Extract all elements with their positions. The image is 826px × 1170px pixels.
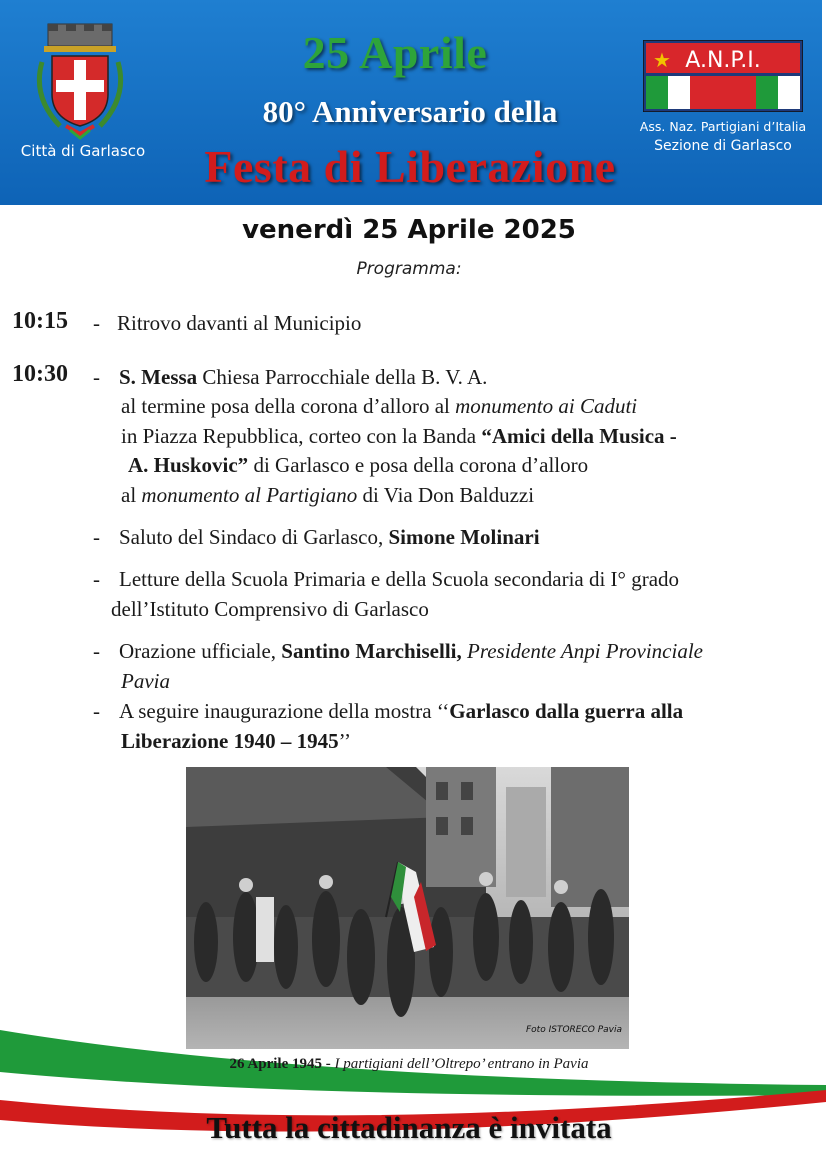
historic-photo xyxy=(186,767,629,1049)
item-orazione-line2: Pavia xyxy=(121,669,170,693)
title-festa: Festa di Liberazione xyxy=(204,141,616,192)
item-mostra-line1: A seguire inaugurazione della mostra ‘‘Garlasco dalla guerra alla xyxy=(119,699,684,723)
anpi-section-name: Sezione di Garlasco xyxy=(654,138,792,154)
dash-separator: - xyxy=(93,311,100,335)
footer-invitation: Tutta la cittadinanza è invitata xyxy=(206,1110,612,1145)
anpi-logo xyxy=(643,40,803,112)
item-messa-line5: al monumento al Partigiano di Via Don Balduzzi xyxy=(121,483,535,507)
header-banner xyxy=(0,0,822,205)
item-ritrovo: Ritrovo davanti al Municipio xyxy=(117,311,362,335)
city-crest-icon xyxy=(30,22,130,140)
anpi-association-name: Ass. Naz. Partigiani d’Italia xyxy=(639,119,807,134)
time-1015: 10:15 xyxy=(12,308,68,334)
item-mostra-line2: Liberazione 1940 – 1945’’ xyxy=(121,729,352,753)
photo-credit: Foto ISTORECO Pavia xyxy=(526,1025,622,1035)
item-letture-line2: dell’Istituto Comprensivo di Garlasco xyxy=(111,597,429,621)
time-1030: 10:30 xyxy=(12,361,68,387)
item-messa-line2: al termine posa della corona d’alloro al monumento ai Caduti xyxy=(121,394,638,418)
dash-separator: - xyxy=(93,365,100,389)
dash-separator: - xyxy=(93,699,100,723)
item-messa-line1: S. Messa Chiesa Parrocchiale della B. V. A. xyxy=(119,365,488,389)
title-anniversary: 80° Anniversario della xyxy=(262,94,558,129)
dash-separator: - xyxy=(93,639,100,663)
event-date: venerdì 25 Aprile 2025 xyxy=(242,215,576,245)
partisans-photo-image xyxy=(186,767,629,1049)
programma-heading: Programma: xyxy=(356,259,462,279)
anpi-logo-text: A.N.P.I. xyxy=(685,48,761,73)
star-icon: ★ xyxy=(653,48,671,72)
title-date: 25 Aprile xyxy=(302,27,488,78)
item-messa-line4: A. Huskovic” di Garlasco e posa della corona d’alloro xyxy=(128,453,589,477)
item-orazione-line1: Orazione ufficiale, Santino Marchiselli, Presidente Anpi Provinciale xyxy=(119,639,703,663)
item-saluto: Saluto del Sindaco di Garlasco, Simone Molinari xyxy=(119,525,540,549)
tricolor-waves-decoration xyxy=(0,1010,826,1170)
dash-separator: - xyxy=(93,567,100,591)
item-messa-line3: in Piazza Repubblica, corteo con la Banda “Amici della Musica - xyxy=(121,424,677,448)
city-name: Città di Garlasco xyxy=(20,142,146,160)
photo-caption: 26 Aprile 1945 - I partigiani dell’Oltrepo’ entrano in Pavia xyxy=(229,1056,589,1072)
item-letture-line1: Letture della Scuola Primaria e della Scuola secondaria di I° grado xyxy=(119,567,680,591)
dash-separator: - xyxy=(93,525,100,549)
